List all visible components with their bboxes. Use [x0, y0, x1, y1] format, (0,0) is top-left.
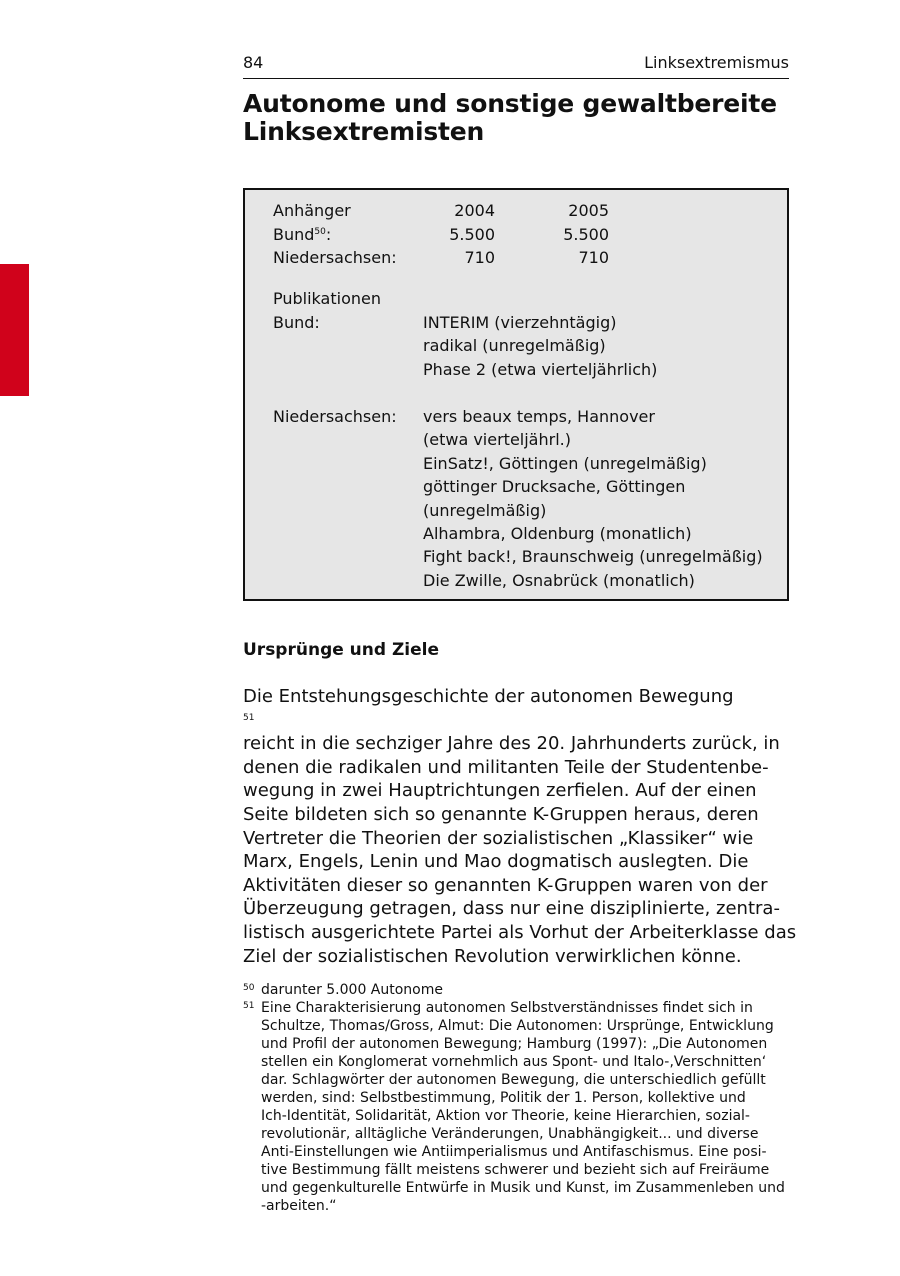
paragraph-line: Überzeugung getragen, dass nur eine disziplinierte, zentra-	[243, 898, 780, 920]
list-item: radikal (unregelmäßig)	[423, 336, 606, 356]
bund-label: Bund$^{50}$:	[273, 225, 332, 244]
footnote-number: 51	[243, 1001, 255, 1011]
title-line: Autonome und sonstige gewaltbereite	[243, 89, 777, 118]
bund-2004-value: 5.500	[449, 225, 495, 244]
list-item: Fight back!, Braunschweig (unregelmäßig)	[423, 547, 763, 567]
list-item: INTERIM (vierzehntägig)	[423, 313, 617, 332]
nds-2004-value: 710	[464, 248, 495, 267]
list-item: Die Zwille, Osnabrück (monatlich)	[423, 570, 695, 590]
list-item: vers beaux temps, Hannover	[423, 407, 655, 426]
list-item: EinSatz!, Göttingen (unregelmäßig)	[423, 453, 707, 473]
paragraph-line: Die Entstehungsgeschichte der autonomen Bewegung $^{51}$	[243, 686, 734, 723]
paragraph-line: Marx, Engels, Lenin und Mao dogmatisch auslegten. Die	[243, 851, 749, 873]
footnote-number: 50	[243, 983, 255, 993]
year-2004: 2004	[454, 201, 495, 220]
paragraph-line: Ziel der sozialistischen Revolution verwirklichen könne.	[243, 945, 742, 967]
year-2005: 2005	[568, 201, 609, 220]
pub-bund-list	[423, 311, 657, 381]
chapter-color-tab	[0, 264, 29, 396]
list-item: (etwa vierteljährl.)	[423, 430, 571, 450]
page-header	[243, 52, 789, 79]
pub-bund-label: Bund:	[273, 313, 320, 332]
title-line: Linksextremisten	[243, 117, 485, 146]
body-paragraph	[243, 685, 803, 968]
paragraph-line: Aktivitäten dieser so genannten K-Gruppen waren von der	[243, 874, 768, 896]
paragraph-line: denen die radikalen und militanten Teile der Studentenbe-	[243, 756, 769, 778]
list-item: göttinger Drucksache, Göttingen	[423, 477, 686, 497]
nds-2005-value: 710	[578, 248, 609, 267]
paragraph-line: Vertreter die Theorien der sozialistischen „Klassiker“ wie	[243, 827, 754, 849]
footnote-ref-51: 51	[243, 712, 255, 723]
section-heading: Ursprünge und Ziele	[243, 640, 440, 660]
footnote-text: Eine Charakterisierung autonomen Selbstverständnisses findet sich in Schultze, Thomas/Gross, Almut: Die Autonomen: Ursprünge, Entwicklung und Profil der autonomen Bewegung; Hamburg (1997): „Die Autonomen stellen ein Konglomerat vornehmlich aus Spont- und Italo-‚Verschnitten‘ dar. Schlagwörter der autonomen Bewegung, die unterschiedlich gefüllt werden, sind: Selbstbestimmung, Politik der 1. Person, kollektive und Ich-Identität, Solidarität, Aktion vor Theorie, keine Hierarchien, sozial- revolutionär, alltägliche Veränderungen, Unabhängigkeit... und diverse Anti-Einstellungen wie Antiimperialismus und Antifaschismus. Eine posi- tive Bestimmung fällt meistens schwerer und bezieht sich auf Freiräume und gegenkulturelle Entwürfe in Musik und Kunst, im Zusammenleben und -arbeiten.“	[261, 1000, 785, 1214]
pub-nds-list	[423, 405, 763, 592]
footnote-text: darunter 5.000 Autonome	[261, 982, 443, 998]
paragraph-line: listisch ausgerichtete Partei als Vorhut der Arbeiterklasse das	[243, 921, 797, 943]
bund-2005-value: 5.500	[563, 225, 609, 244]
list-item: Alhambra, Oldenburg (monatlich)	[423, 524, 692, 544]
running-head: Linksextremismus	[644, 53, 789, 72]
footnote-51	[243, 999, 803, 1215]
list-item: Phase 2 (etwa vierteljährlich)	[423, 359, 658, 379]
paragraph-line: Seite bildeten sich so genannte K-Gruppen heraus, deren	[243, 803, 759, 825]
info-box: Anhänger 2004 2005 Bund$^{50}$: 5.500 5.500 Niedersachsen: 710 710 Publikationen Bund: INTERIM (vierzehntägig) radikal (unregelmäßig) Phase 2 (etwa vierteljährlich) Niedersachsen: vers beaux temps, Hannover (etwa vierteljährl.) EinSatz!, Göttingen (unregelmäßig) göttinger Drucksache, Göttingen (unregelmäßig) Alhambra, Oldenburg (monatlich) Fight back!, Braunschweig (unregelmäßig) Die Zwille, Osnabrück (monatlich)	[243, 188, 789, 601]
page-number: 84	[243, 53, 264, 72]
paragraph-line: wegung in zwei Hauptrichtungen zerfielen. Auf der einen	[243, 780, 757, 802]
niedersachsen-label: Niedersachsen:	[273, 248, 397, 267]
list-item: (unregelmäßig)	[423, 500, 547, 520]
page-title	[243, 90, 803, 146]
anhaenger-label: Anhänger	[273, 201, 351, 220]
footnote-50	[243, 981, 803, 999]
footnote-ref-50: 50	[314, 227, 326, 237]
paragraph-line: reicht in die sechziger Jahre des 20. Jahrhunderts zurück, in	[243, 733, 780, 755]
pub-nds-label: Niedersachsen:	[273, 407, 397, 426]
